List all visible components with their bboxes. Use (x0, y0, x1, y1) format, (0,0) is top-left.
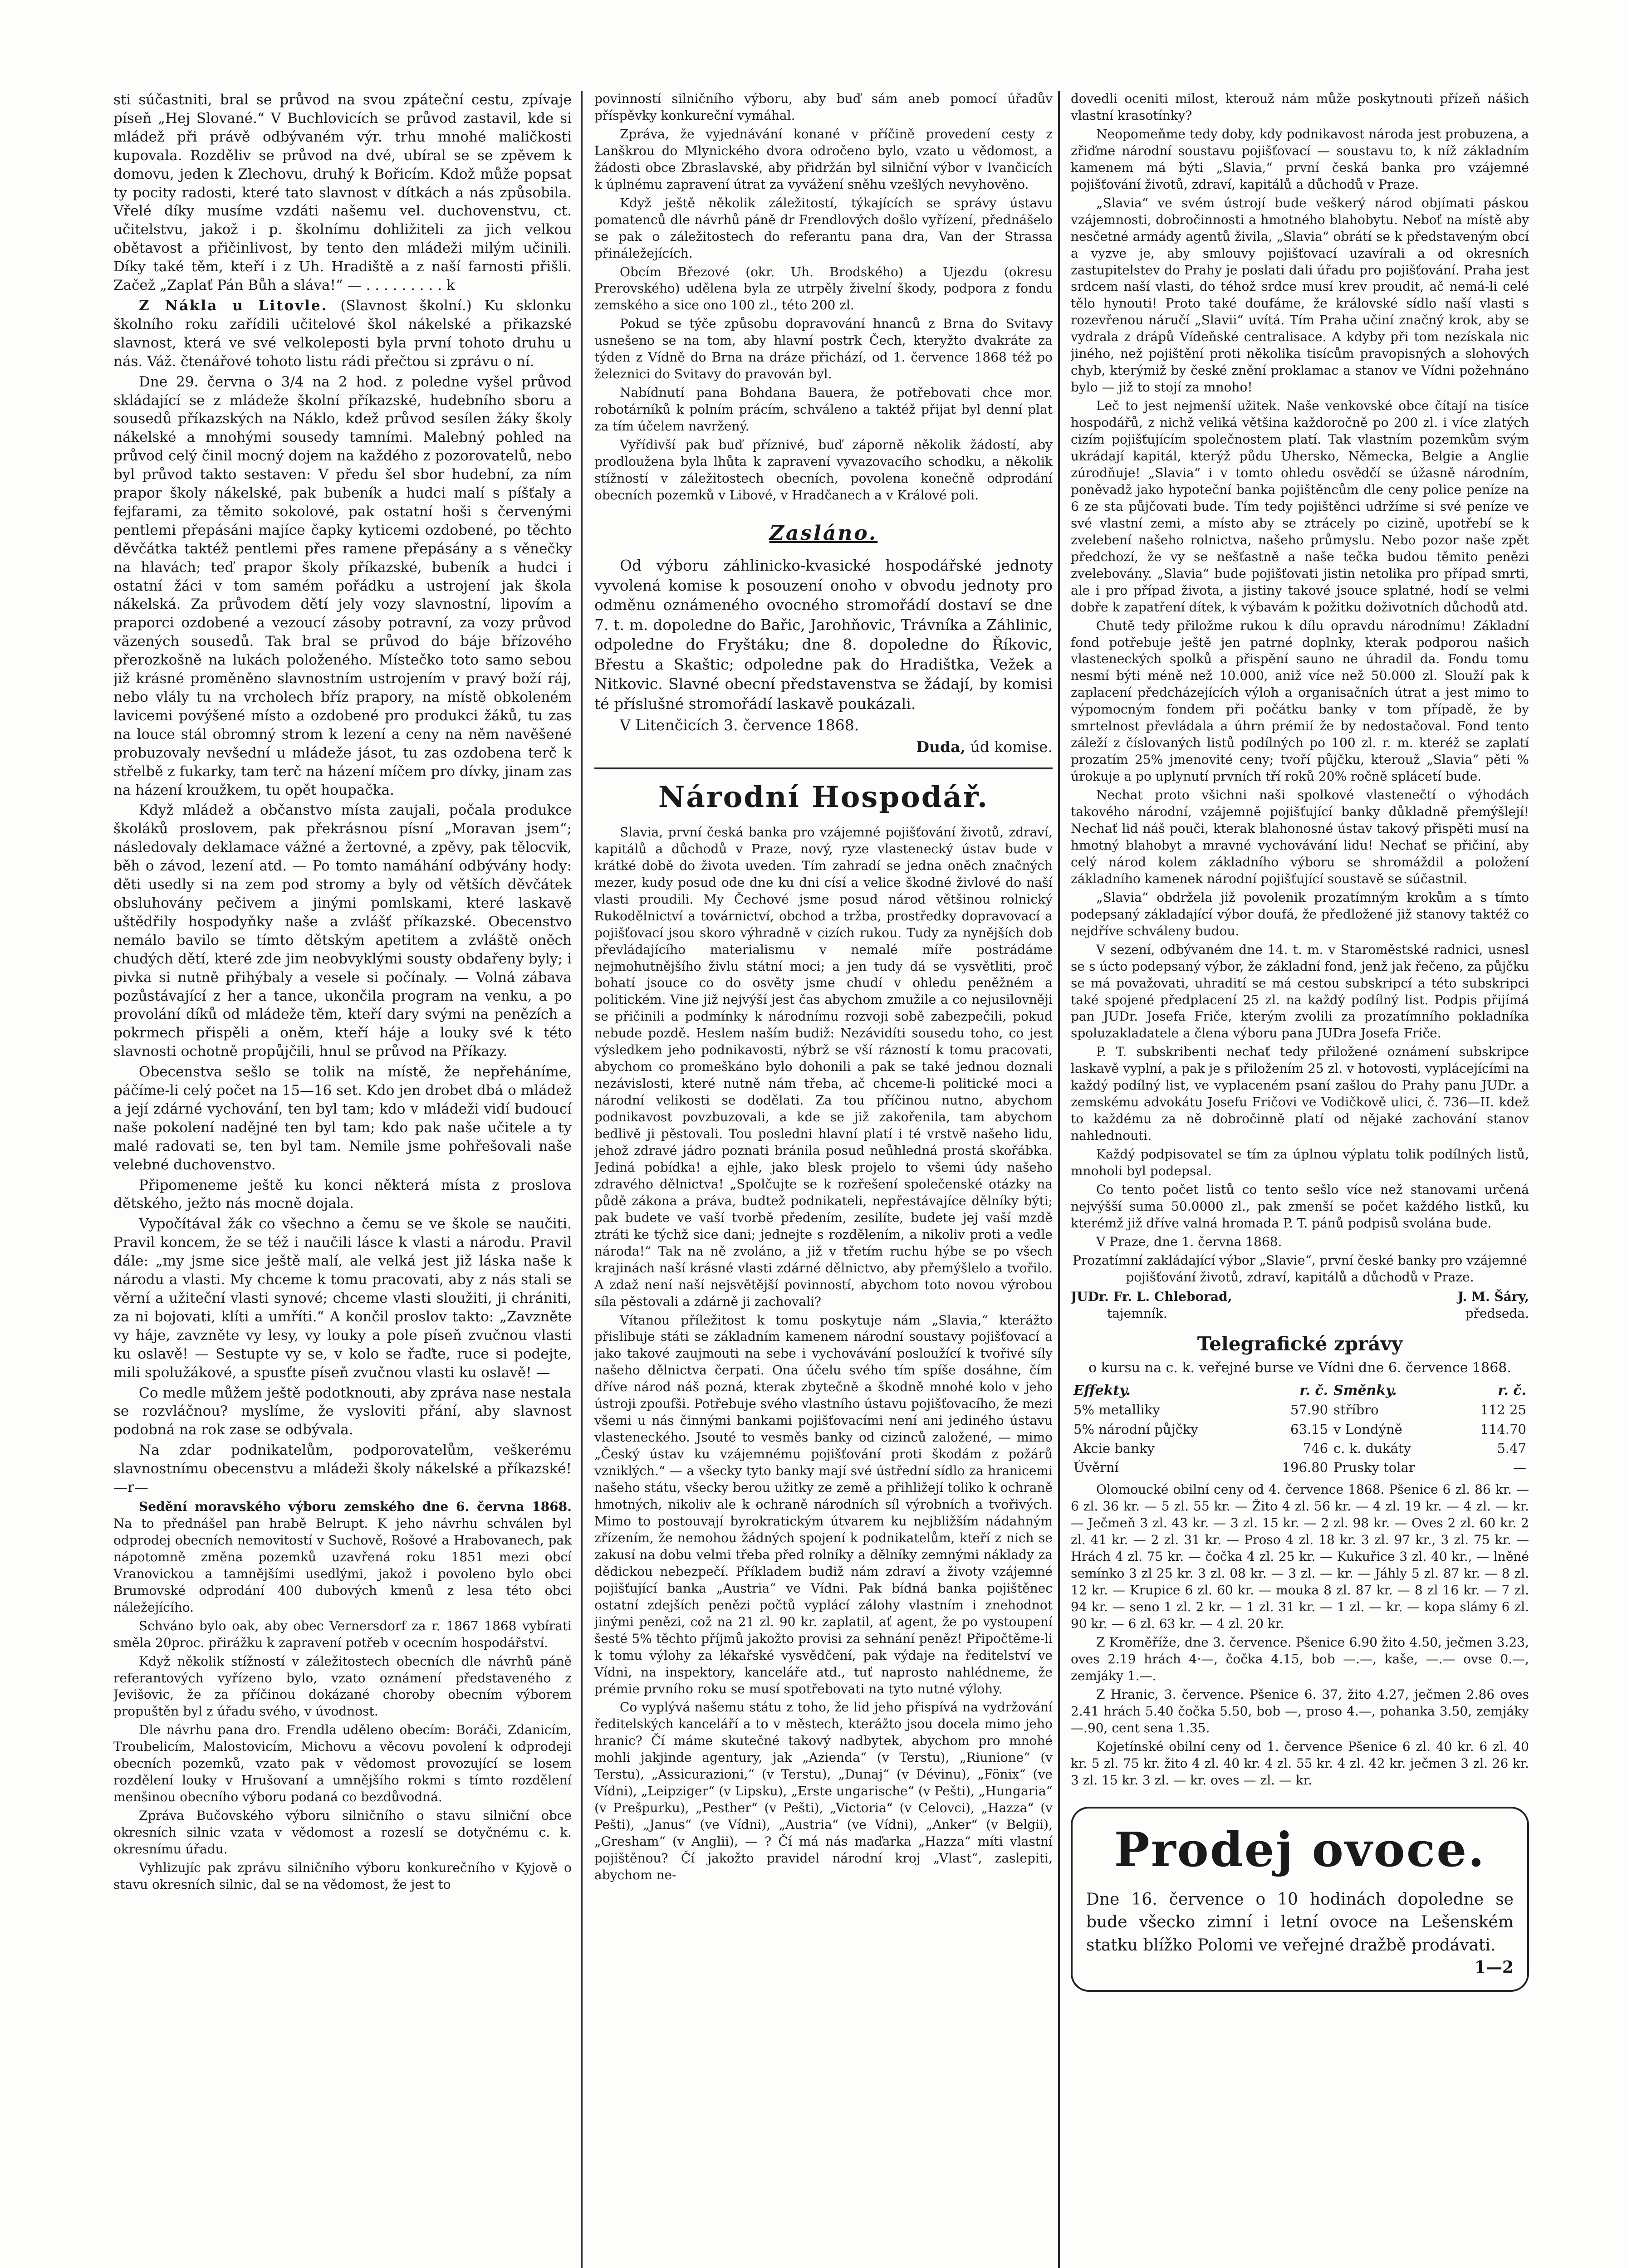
article-paragraph: P. T. subskribenti nechať tedy přiložené oznámení subskripce laskavě vyplní, a pak je s přiložením 25 zl. v hotovosti, vyplácejícími na každý podílný list, ve vyplaceném psaní zašlou do Prahy panu JUDr. a zemskému advokátu Josefu Fričovi ve Vodičkově ulici, č. 736—II. kdež to každému za ně dobročinně platí od nějaké zachování stanov nahlednouti. (1071, 1044, 1529, 1144)
signature-right (1457, 1289, 1529, 1322)
article-paragraph: Připomeneme ještě ku konci některá místa z proslova dětského, ježto nás mocně dojala. (113, 1177, 572, 1212)
table-row (1071, 1439, 1529, 1458)
market-report: Olomoucké obilní ceny od 4. července 1868. Pšenice 6 zl. 86 kr. — 6 zl. 36 kr. — 5 zl. 55 kr. — Žito 4 zl. 56 kr. — 4 zl. 19 kr. — 4 zl. — kr. — Ječmeň 3 zl. 43 kr. — 3 zl. 15 kr. — 2 zl. 98 kr. — Oves 2 zl. 60 kr. 2 zl. 41 kr. — 2 zl. 31 kr. — Proso 4 zl. 18 kr. 3 zl. 97 kr., 3 zl. 75 kr. — Hrách 4 zl. 75 kr. — čočka 4 zl. 25 kr. — Kukuřice 3 zl. 40 kr., — lněné semínko 3 zl 25 kr. 3 zl. 08 kr. — 3 zl. — kr. — Jáhly 5 zl. 87 kr. — 8 zl. 12 kr. — Krupice 6 zl. 60 kr. — mouka 8 zl. 87 kr. — 8 zl 16 kr. — 7 zl. 94 kr. — seno 1 zl. 2 kr. — 1 zl. 31 kr. — 1 zl. — kr. — kopa slámy 6 zl. 90 kr. — 6 zl. 63 kr. — 4 zl. 20 kr. (1071, 1482, 1529, 1631)
article-paragraph: Když ještě několik záležitostí, týkajících se správy ústavu pomatenců dle návrhů páně dr Frendlových došlo vyřízení, přednášelo se pak o záležitostech do referantu pana dra, Van der Strassa přináležejících. (594, 195, 1053, 261)
dateline: V Praze, dne 1. června 1868. (1096, 1234, 1282, 1249)
article-paragraph: povinností silničního výboru, aby buď sám aneb pomocí úřadův příspěvky konkureční vymáhal. (594, 91, 1053, 123)
signature-role: předseda. (1465, 1305, 1529, 1321)
article-paragraph: Zpráva Bučovského výboru silničního o stavu silniční obce okresních silnic vzata v vědomost a rozeslí se dotyčnému c. k. okresnímu úřadu. (113, 1808, 572, 1857)
article-paragraph: Zpráva, že vyjednávání konané v příčině provedení cesty z Lanškrou do Mlynického dvora odročeno bylo, vzato u vědomost, a žádosti obce Zbraslavské, aby přidržán byl silniční výbor v Ivančicích k úplnému zapravení útrat za vyvážení sněhu vzešlých nevyhověno. (594, 126, 1053, 192)
article-text: Na to přednášel pan hrabě Belrupt. K jeho návrhu schválen byl odprodej obecních nemovitostí v Suchově, Rošové a Hrabovanech, pak nápotomně změna pozemků uzavřená roku 1851 mezi obcí Vranovickou a tamnějšími usedlými, jakož i povoleno bylo obci Brumovské odprodání 400 dubových kmenů z lesa této obci náležejícího. (113, 1515, 572, 1615)
table-cell: — (1513, 1460, 1526, 1476)
article-paragraph: Pokud se týče způsobu dopravování hnanců z Brna do Svitavy usnešeno se na tom, aby hlavní postrk Čech, kteryžto dvakráte za týden z Vídně do Brna na dráze přichází, od 1. července 1868 též po železnici do Svitavy do pravován byl. (594, 316, 1053, 382)
section-subtitle: o kursu na c. k. veřejné burse ve Vídni dne 6. července 1868. (1088, 1360, 1511, 1376)
article-paragraph: Schváno bylo oak, aby obec Vernersdorf za r. 1867 1868 vybírati směla 20proc. přirážku k zapravení potřeb v ocecním hospodářství. (113, 1618, 572, 1650)
market-report: Kojetínské obilní ceny od 1. července Pšenice 6 zl. 40 kr. 6 zl. 40 kr. 5 zl. 75 kr. žito 4 zl. 40 kr. 4 zl. 55 kr. 4 zl. 42 kr. ječmen 3 zl. 26 kr. 3 zl. 15 kr. 3 zl. — kr. oves — zl. — kr. (1071, 1739, 1529, 1788)
signature-name: JUDr. Fr. L. Chleborad, (1071, 1289, 1232, 1304)
section-title-narodni-hospodar: Národní Hospodář. (594, 767, 1053, 816)
table-cell: 63.15 (1290, 1421, 1328, 1437)
table-header-cell: Směnky. (1333, 1382, 1397, 1398)
advertisement-box (1071, 1807, 1529, 1992)
article-paragraph: Vítanou příležitost k tomu poskytuje nám „Slavia,“ kterážto přislibuje státi se základním kamenem národní soustavy pojišťovací a jako takové zaujmouti na sebe i vychovávání posloužící k tvořivé síly našeho dělnictva čerpati. Ona účelu svého tím spíše dosáhne, čím dříve národ náš pozná, kterak zbytečně a škodně mnohé kolo v jeho ústroji zpoufši. Potřebuje svého vlastního ústavu pojišťovacího, že mezi všemi u nás činnými bankami pojišťovacími není ani jediného ústavu vlasteneckého. Jsouté to vesměs banky od cizinců založené, — mimo „Český ústav ku vzájemnému pojišťování proti škodám z požárů vzniklých.“ — a všecky tyto banky mají své ústřední sídlo za hranicemi našeho státu, všecky berou užitky ze země a přihližejí tolikо k ochraně hmotných, nikoliv ale k ochraně národních síl výrobních a tvořivých. Mimo to postouvají byrokratickým útvarem ku nejbližším nádahným zřízením, že nemohou žádných spojení k podnikatelům, kteří z nich se zakusí na dobu velmi třeba před rolníky a dělníky zemnými náklady za dědickou nebezpečí. Příkladem budiž nám zdraví a životy vzájemné pojišťující banka „Austria“ ve Vídni. Pak bídná banka pojištěnec ostatní zdejších penězi počtů vyplácí zálohy vlastním i znehodnot jinými penězi, což na 21 zl. 90 kr. zaplatil, ať agent, že po vystoupení šesté 5% těchto příjmů jakožto provisi za sehnání peněz! Připočtěme-li k tomu výlohy za lékařské vysvědčení, pak výdaje na ředitelství ve Vídni, na inspektory, kanceláře atd., tuť naprosto nahlédneme, že prémie prvního roku se musí spotřebovati na tyto nutné výlohy. (594, 1312, 1053, 1696)
article-paragraph (113, 297, 572, 371)
table-header-cell: r. č. (1299, 1382, 1328, 1398)
table-row (1071, 1458, 1529, 1477)
committee-credit: Prozatímní zakládající výbor „Slavie“, první české banky pro vzájemné pojišťování životů, zdraví, kapitálů a důchodů v Praze. (1073, 1252, 1527, 1285)
article-paragraph: Dne 29. června o 3/4 na 2 hod. z poledne vyšel průvod skládající se z mládeže školní příkazské, hudebního sboru a sousedů příkazských na Náklo, kdež průvod sesílen žáky školy nákelské a mnohými sousedy tamními. Malebný pohled na průvod celý činil mocný dojem na každého z pozorovatelů, nebo byl průvod takto sestaven: V předu šel sbor hudební, za ním prapor školy nákelské, pak bubeník a hudci malí s píšťaly a fejfarami, za těmito sokolové, pak ostatní hoši s červenými pentlemi přepásáni majíce čapky kyticemi ozdobené, po těchto děvčátka taktéž pentlemi přes ramene přepásány a s věnečky na hlavách; teď prapor školy příkazské, bubeník a hudci i ostatní žáci v tom samém pořádku a ustrojení jak škola nákelská. Za průvodem dětí jely vozy slavnostní, lipovím a praporci ozdobené a vezoucí zásoby potravní, za vozy průvod väzených sousedů. Tak bral se průvod do báje břízového přerozkošně na lukách položeného. Místečko toto samo sebou již krásné proměněno slavnostním ustrojením v pravý boží ráj, nebo vlály tu na vrcholech bříz prapory, na místě obkoleném lavicemi povýšené místo a ozdobené pro produkci žáků, tu zas na louce stál obromný strom k lezení a ceny na něm navěšené probuzovaly nevšední u mládeže jásot, tu zas ozdobena terč k střelbě z fukarky, tam terč na házení míčem pro dívky, jinam zas na házení kroužkem, tu opět houpačka. (113, 373, 572, 798)
article-paragraph: V sezení, odbývaném dne 14. t. m. v Staroměstské radnici, usnesl se s úcto podepsaný výbor, že základní fond, jenž jak řečeno, za půjčku se má považovati, uhradití se má cestou subskripcí a této subskripci také spojené předplacení 25 zl. na každý podílný list. Podpis přijímá pan JUDr. Josefa Friče, kterým zvolili za prozatímního pokladníka spoluzakladatele a člena výboru pana JUDra Josefa Friče. (1071, 942, 1529, 1041)
market-report: Z Kroměříže, dne 3. července. Pšenice 6.90 žito 4.50, ječmen 3.23, oves 2.19 hrách 4·—, čočka 4.15, bob —.—, kaše, —.— ovse 0.—, zemjáky 1.—. (1071, 1634, 1529, 1683)
article-paragraph: Na zdar podnikatelům, podporovatelům, veškerému slavnostnímu obecenstvu a mládeži školy nákelské a příkazské! —r— (113, 1442, 572, 1496)
table-cell: Akcie banky (1073, 1440, 1155, 1456)
table-header (1071, 1381, 1529, 1401)
signature-name: Duda, (916, 738, 965, 756)
table-cell: 5.47 (1497, 1440, 1526, 1456)
table-cell: c. k. dukáty (1333, 1440, 1411, 1456)
section-title-telegraph: Telegrafické zprávy (1197, 1332, 1403, 1355)
article-paragraph: Dle návrhu pana dro. Frendla uděleno obecím: Boráči, Zdanicím, Troubelicím, Malostovicím, Michovu a věcovu povolení k odprodeji obecních pozemků, vzato pak v vědomost provozující se losem rozdělení louky v Hrušovaní a umnějšího rokmi s tímto rozdělení menšinou obecního výboru podaná co bezdůvodná. (113, 1722, 572, 1805)
market-report: Z Hranic, 3. července. Pšenice 6. 37, žito 4.27, ječmen 2.86 oves 2.41 hrách 5.40 čočka 5.50, bob —, proso 4.—, pohanka 3.50, zemjáky —.90, cent sena 1.35. (1071, 1686, 1529, 1735)
article-paragraph: Obcím Březové (okr. Uh. Brodského) a Ujezdu (okresu Prerovského) udělena byla ze utrpěly živelní škody, podpora z fondu zemského a sice ono 100 zl., této 200 zl. (594, 264, 1053, 313)
table-row (1071, 1420, 1529, 1439)
table-cell: 746 (1303, 1440, 1328, 1456)
section-heading-zaslano: Zasláno. (769, 521, 878, 545)
table-cell: v Londýně (1333, 1421, 1402, 1437)
article-paragraph: Od výboru záhlinicko-kvasické hospodářské jednoty vyvolená komise k posouzení onoho v obvodu jednoty pro odměnu oznámeného ovocného stromořádí dostaví se dne 7. t. m. dopoledne do Bařic, Jarohňovic, Trávníka a Záhlinic, odpoledne do Fryštáku; dne 8. dopoledne do Říkovic, Břestu a Skaštic; odpoledne pak do Hradištka, Vežek a Nitkovic. Slavné obecní představenstva se žádají, by komisi té příslušné stromořádí laskavě poukázali. (594, 556, 1053, 713)
signature-role: tajemník. (1107, 1305, 1167, 1321)
article-paragraph: Obecenstva sešlo se tolik na místě, že nepřeháníme, páčíme-li celý počet na 15—16 set. Kdo jen drobet dbá o mládež a její zdárné vychování, ten byl tam; kdo v mládeži vidí budoucí naše pokolení nadějné ten byl tam; kdo pak naše učitele a ty malé radovati se, ten byl tam. Nemile jsme pohřešovali naše velebné duchovenstvo. (113, 1064, 572, 1173)
table-cell: 57.90 (1290, 1402, 1328, 1418)
advertisement-number: 1—2 (1474, 1957, 1514, 1977)
article-paragraph: Nabídnutí pana Bohdana Bauera, že potřebovati chce mor. robotárníků k polním prácím, schváleno a taktéž přijat byl denní plat za tím účelem navržený. (594, 385, 1053, 434)
article-paragraph: Slavia, první česká banka pro vzájemné pojišťování životů, zdraví, kapitálů a důchodů v Praze, nový, ryze vlastenecký ústav bude v krátké době do života uveden. Tím zahradí se jedna oněch značných mezer, kudy posud ode dne ku dni císí a velice škodné živlové do naší vlasti proudili. My Čechové jsme posud národ většinou rolnický Rukodělnictví a továrnictví, obchod a tržba, prostředky dopravovací a pojišťovací jsou skoro výhradně v cizích rukou. Tudy za nynějších dob převládajícího materialismu v nemalé míře postrádáme nejmohutnějšího živlu státní moci; a jen tudy dá se vysvětliti, proč bohatí jsouce co do osvěty jsme chudí v ohledu peněžném a politickém. Vine již nejvýší jest čas abychom zmužile a co nejusilovněji se přičinili a podmínky k národnímu rozvoji sobě zabezpečili, pokud nebude pozdě. Heslem naším budiž: Nezávidíti sousedu toho, co jest výsledkem jeho podnikavosti, nýbrž se vší rázností k tomu pracovati, abychom co promeškáno bylo dohonili a pak se také jednou doznali nezávislosti, které nutně nám třeba, ač chceme-li politické moci a národní velikosti se dodělati. Za tou příčinou nutno, abychom podnikavost povzbuzovali, a kde se již zakořenila, tam abychom bedlivě ji pěstovali. Tou posledni hlavní platí i té vrstvě našeho lidu, jehož zdravé jádro poznati bránila posud neůhledná prostá skořábka. Jediná pobídka! a ejhle, jako blesk projelo to všemi údy našeho zdravého dělnictva! „Spolčujte se k rozřešení společenské otázky na půdě zákona a práva, budtež podnikateli, nepřestávajíce dělníky býti; pak budete ve vaší tvorbě předením, zesilíte, budete jej vaší mzdě ztráti ke týchž sice dani; jednejte s rozdělením, a nikoliv proti a vedle národa!“ Tak na ně zvoláno, a již v třetím ruchu hýbe se po všech krajinách naší krásné vlasti zdárné dělnictvo, aby přemýšlelo a tvořilo. A zdaž není naší nejsvětější povinností, abychom toto novou výrobou síla pěstovali a zdárně ji zachovali? (594, 824, 1053, 1309)
article-paragraph: Nechat proto všichni naši spolkové vlastenečtí o výhodách takového národní, vzájemně pojišťující banky důkladně přemýšlejí! Nechať lid náš pouči, kterak blahonosné ústav takový přispěti musí na hmotný blahobyt a mravné vychovávání lidu! Nechať se přičiní, aby celý národ kolem základního výboru se shromáždil a položení základního kamenek národní pojišťující soustavě se súčastnil. (1071, 787, 1529, 886)
table-header-cell: Effekty. (1073, 1382, 1131, 1398)
article-paragraph (113, 1499, 572, 1616)
signature-role: úd komise. (970, 738, 1053, 756)
exchange-rates-table (1071, 1381, 1529, 1477)
column-right (1071, 91, 1529, 2268)
signature-name: J. M. Šáry, (1457, 1289, 1529, 1304)
article-paragraph: Co medle můžem ještě podotknouti, aby zpráva nase nestala se rozvláčnou? myslíme, že vysloviti přání, aby slavnost podobná na rok zase se odbývala. (113, 1384, 572, 1438)
signature (594, 737, 1053, 757)
article-paragraph: „Slavia“ obdržela již povolenik prozatímným krokům a s tímto podepsaný základající výbor doufá, že předložené již stanovy taktéž co nejdříve schváleny budou. (1071, 890, 1529, 938)
article-heading: Sedění moravského výboru zemského dne 6. června 1868. (139, 1499, 572, 1514)
column-middle (594, 91, 1053, 2268)
article-paragraph: Vyřídivší pak buď příznivé, buď záporně několik žádostí, aby prodloužena byla lhůta k zapravení vyvazovacího schodku, a několik stížností v záležitostech obecních, povolena konečně odprodání obecních pozemků v Libové, v Hradčanech a v Králové poli. (594, 437, 1053, 503)
article-paragraph: Když několik stížností v záležitostech obecních dle návrhů páně referantových vyřízeno bylo, vzato oznámení představeného z Jevišovic, že za příčinou dokázané choroby obecním výborem propuštěn byl z úřadu svého, v úvodnost. (113, 1653, 572, 1719)
table-cell: stříbro (1333, 1402, 1379, 1418)
article-paragraph: Co tento počet listů co tento sešlo více než stanovami určená nejvýšší suma 50.0000 zl., pak zmenší se počet každého listků, ku kterémž již dříve valná hromada P. T. pánů podpisů svolána bude. (1071, 1182, 1529, 1231)
column-divider (581, 91, 583, 2268)
article-paragraph: Neopomeňme tedy doby, kdy podnikavost národa jest probuzena, a zřiďme národní soustavu pojišťovací — soustavu to, k níž základním kamenem má býti „Slavia,“ první česká banka pro vzájemné pojišťování životů, zdraví, kapitálů a důchodů v Praze. (1071, 126, 1529, 192)
table-cell: Prusky tolar (1333, 1460, 1415, 1476)
article-paragraph: Vypočítával žák co všechno a čemu se ve škole se naučiti. Pravil koncem, že se též i naučili lásce k vlasti a národu. Pravil dále: „my jsme sice ještě malí, ale velká jest již láska naše k národu a vlasti. My chceme k tomu pracovati, aby z nás stali se věrní a užiteční vlasti synové; chceme vlasti sloužiti, ji chrániti, za ni bojovati, klíti a umříti.“ A končil proslov takto: „Zavzněte vy háje, zavzněte vy lesy, vy louky a pole píseň zvučnou vlasti ku oslavě! — Sestupte vy se, v kolo se řaďte, ruce si podejte, mili spolužákové, a spusťte píseň zvučnou vlasti ku oslavě! — (113, 1216, 572, 1381)
table-row (1071, 1400, 1529, 1419)
table-header-cell: r. č. (1498, 1382, 1526, 1398)
article-paragraph: Vyhlizujíc pak zprávu silničního výboru konkurečního v Kyjově o stavu okresních silnic, dal se na vědomost, že jest to (113, 1860, 572, 1892)
article-paragraph: Když mládež a občanstvo místa zaujali, počala produkce školáků proslovem, pak překrásnou písní „Moravan jsem“; následovaly deklamace vážné a žertovné, a zpěvy, pak tělocvik, běh o závod, lezení atd. — Po tomto namáhání odbývány hody: děti usedly si na zem pod stromy a byly od větších děvčátek obsluhovány pečivem a jinými pomlskami, které laskavě uštědřily hospodyňky naše a zvlášť příkazské. Obecenstvo nemálo bavilo se tímto dětským apetitem a zvláště oněch chudých dětí, které zde jim neobvyklými sousty obdařeny byly; i pivka si nutně přihýbaly a vesele si počínaly. — Volná zábava pozůstávající z her a tance, ukončila program na venku, a po provolání díků od mládeže těm, kteří dary svými na penězích a pokrmech přispěli a oněm, kteří háje a louky své k této slavnosti ochotně propůjčili, hnul se průvod na Příkazy. (113, 802, 572, 1060)
table-cell: 5% národní půjčky (1073, 1421, 1198, 1437)
table-cell: 196.80 (1282, 1460, 1328, 1476)
article-heading: Z Nákla u Litovle. (139, 297, 328, 314)
article-paragraph: sti súčastniti, bral se průvod na svou zpáteční cestu, zpívaje píseň „Hej Slované.“ V Buchlovicích se průvod zastavil, kde si mládež při právě odbývaném výr. trhu mnohé maličkosti kupovala. Rozděliv se průvod na dvé, ubíral se se zpěvem k domovu, jeden k Zlechovu, druhý k Bořicím. Kdož může popsat ty pocity radosti, které tato slavnost v dítkách a nás způsobila. Vřelé díky musíme vzdáti našemu vel. duchovenstvu, ct. učitelstvu, jakož i p. školnímu dohližiteli za jich velkou obětavost a přičinlivost, by tento den mládeži milým učinili. Díky také těm, kteří i z Uh. Hradiště a z naší farnosti přišli. Začež „Zaplať Pán Bůh a sláva!“ — . . . . . . . . . k (113, 92, 572, 294)
article-paragraph: Každý podpisovatel se tím za úplnou výplatu tolik podílných listů, mnoholi byl podepsal. (1071, 1147, 1529, 1179)
dateline: V Litenčicích 3. července 1868. (620, 716, 859, 734)
article-paragraph: Chutě tedy přiložme rukou k dílu opravdu národnímu! Základní fond potřebuje ještě jen patrné doplnky, kterak podporou našich vlasteneckých spolků a přispění sauno ne úhradil da. Fondu tomu nesmí býti méně než 10.000, aniž více než 50.000 zl. Slouží pak k zaplacení předcházejících výloh a organisačních útrat a jest mimo to výpomocným fondem při počátku banky v tom případě, že by smrtelnost převládala a úhrn prémií že by nedostačoval. Fond tento záleží z číslovaných listů podílných po 100 zl. r. m. kteréž se zaplatí prozatím 25% jmenovité ceny; tvoří půjčku, kterouž „Slavia“ pěti % úrokuje a po uplynutí prvních tří roků 20% ročně splácetí bude. (1071, 618, 1529, 784)
article-text: (Slavnost školní.) Ku sklonku školního roku zařídili učitelové škol nákelské a přikazské slavnost, která ve své velkoleposti byla první tohoto druhu u nás. Váž. čtenářové tohoto listu rádi přečtou si zprávu o ní. (113, 297, 572, 370)
table-cell: 112 25 (1480, 1402, 1526, 1418)
signature-block (1071, 1289, 1529, 1322)
article-paragraph: dovedli oceniti milost, kterouž nám může poskytnouti přízeň nášich vlastní krasotínky? (1071, 91, 1529, 123)
column-divider (1058, 91, 1060, 2268)
newspaper-page (113, 77, 1534, 2268)
column-left (113, 91, 572, 2268)
article-paragraph: „Slavia“ ve svém ústrojí bude veškerý národ objímati páskou vzájemnosti, dobročinnosti a hmotného blahobytu. Neboť na místě aby nesčetné armády agentů živila, „Slavia“ obrátí se k představeným obcí a vyzve je, aby smlouvy pojišťovací uzavírali a od okresních zastupitelstev do Prahy je poslati dali úřadu pro pojišťování. Praha jest srdcem naší vlasti, do téhož srdce musí krev proudit, ač nemá-li celé tělo hynouti! Proto také doufáme, že královské sídlo naší vlasti s rozevřenou náručí „Slavii“ uvítá. Tím Praha učiní značný krok, aby se vydrala z drápů Vídeňské centralisace. A kdyby při tom nezískala nic jiného, než pojištění proti několika tisícům pravopisných a slohových chyb, kterýmiž by české znění proklamac a stanov ve Vídni požehnáno bylo — již to stojí za mnoho! (1071, 195, 1529, 395)
advertisement-text: Dne 16. července o 10 hodinách dopoledne se bude všecko zimní i letní ovoce na Lešenském statku blížko Polomi ve veřejné dražbě prodávati. (1086, 1890, 1514, 1955)
article-paragraph: Leč to jest nejmenší užitek. Naše venkovské obce čítají na tisíce hospodářů, z nichž veliká většina každoročně po 200 zl. i více zlatých cizím pojišťujícím společnostem platí. Tak vlastním pozemkům svým ukrádají kapitál, kterýž půdu Uhersko, Německa, Belgie a Anglie zúrodňuje! „Slavia“ i v tomto ohledu osvědčí se úžasně národním, poněvadž jako hypoteční banka pojištěncům dle ceny police peníze na 6 ze sta půjčovati bude. Tím tedy pojištěnci udržíme si své peníze ve své vlastní zemi, a místo aby se ztrácely po cizině, upotřebí se k zvelebení našeho rolnictva, našeho průmyslu. Nebo pozor naše zpět předchozí, že vy se nešťastně a naše tečka budou těmito penězi zvelebovány. „Slavia“ bude pojišťovati jistin netolika pro případ smrti, ale i pro případ života, a jistiny takové jsouce splatné, hodí se velmi dobře k zapatření dítek, k výbavám k požitku doživotních důchodů atd. (1071, 398, 1529, 615)
table-cell: Úvěrní (1073, 1460, 1119, 1476)
table-cell: 5% metalliky (1073, 1402, 1160, 1418)
table-cell: 114.70 (1480, 1421, 1526, 1437)
article-paragraph: Co vyplývá našemu státu z toho, že lid jeho přispívá na vydržování ředitelských kanceláří a to v městech, kterážto jsou docela mimo jeho hranic? Čí máme skutečné takový nadbytek, abychom pro mnohé mohli jakjinde agentury, jak „Azienda“ (v Terstu), „Riunione“ (v Terstu), „Assicurazioni,“ (v Terstu), „Dunaj“ (v Dévinu), „Fönix“ (ve Vídni), „Leipziger“ (v Lipsku), „Erste ungarische“ (v Pešti), „Hungaria“ (v Prešpurku), „Pesther“ (v Pešti), „Victoria“ (v Celovci), „Hazza“ (v Pešti), „Janus“ (ve Vídni), „Austria“ (ve Vídni), „Anker“ (v Belgii), „Gresham“ (v Anglii), — ? Čí má nás maďarka „Hazza“ míti vlastní pojištěnou? Čí jakožto pravidel národní kroj „Vlast“, zaslepiti, abychom ne- (594, 1700, 1053, 1882)
advertisement-title: Prodej ovoce. (1114, 1822, 1486, 1878)
signature-left (1071, 1289, 1232, 1322)
